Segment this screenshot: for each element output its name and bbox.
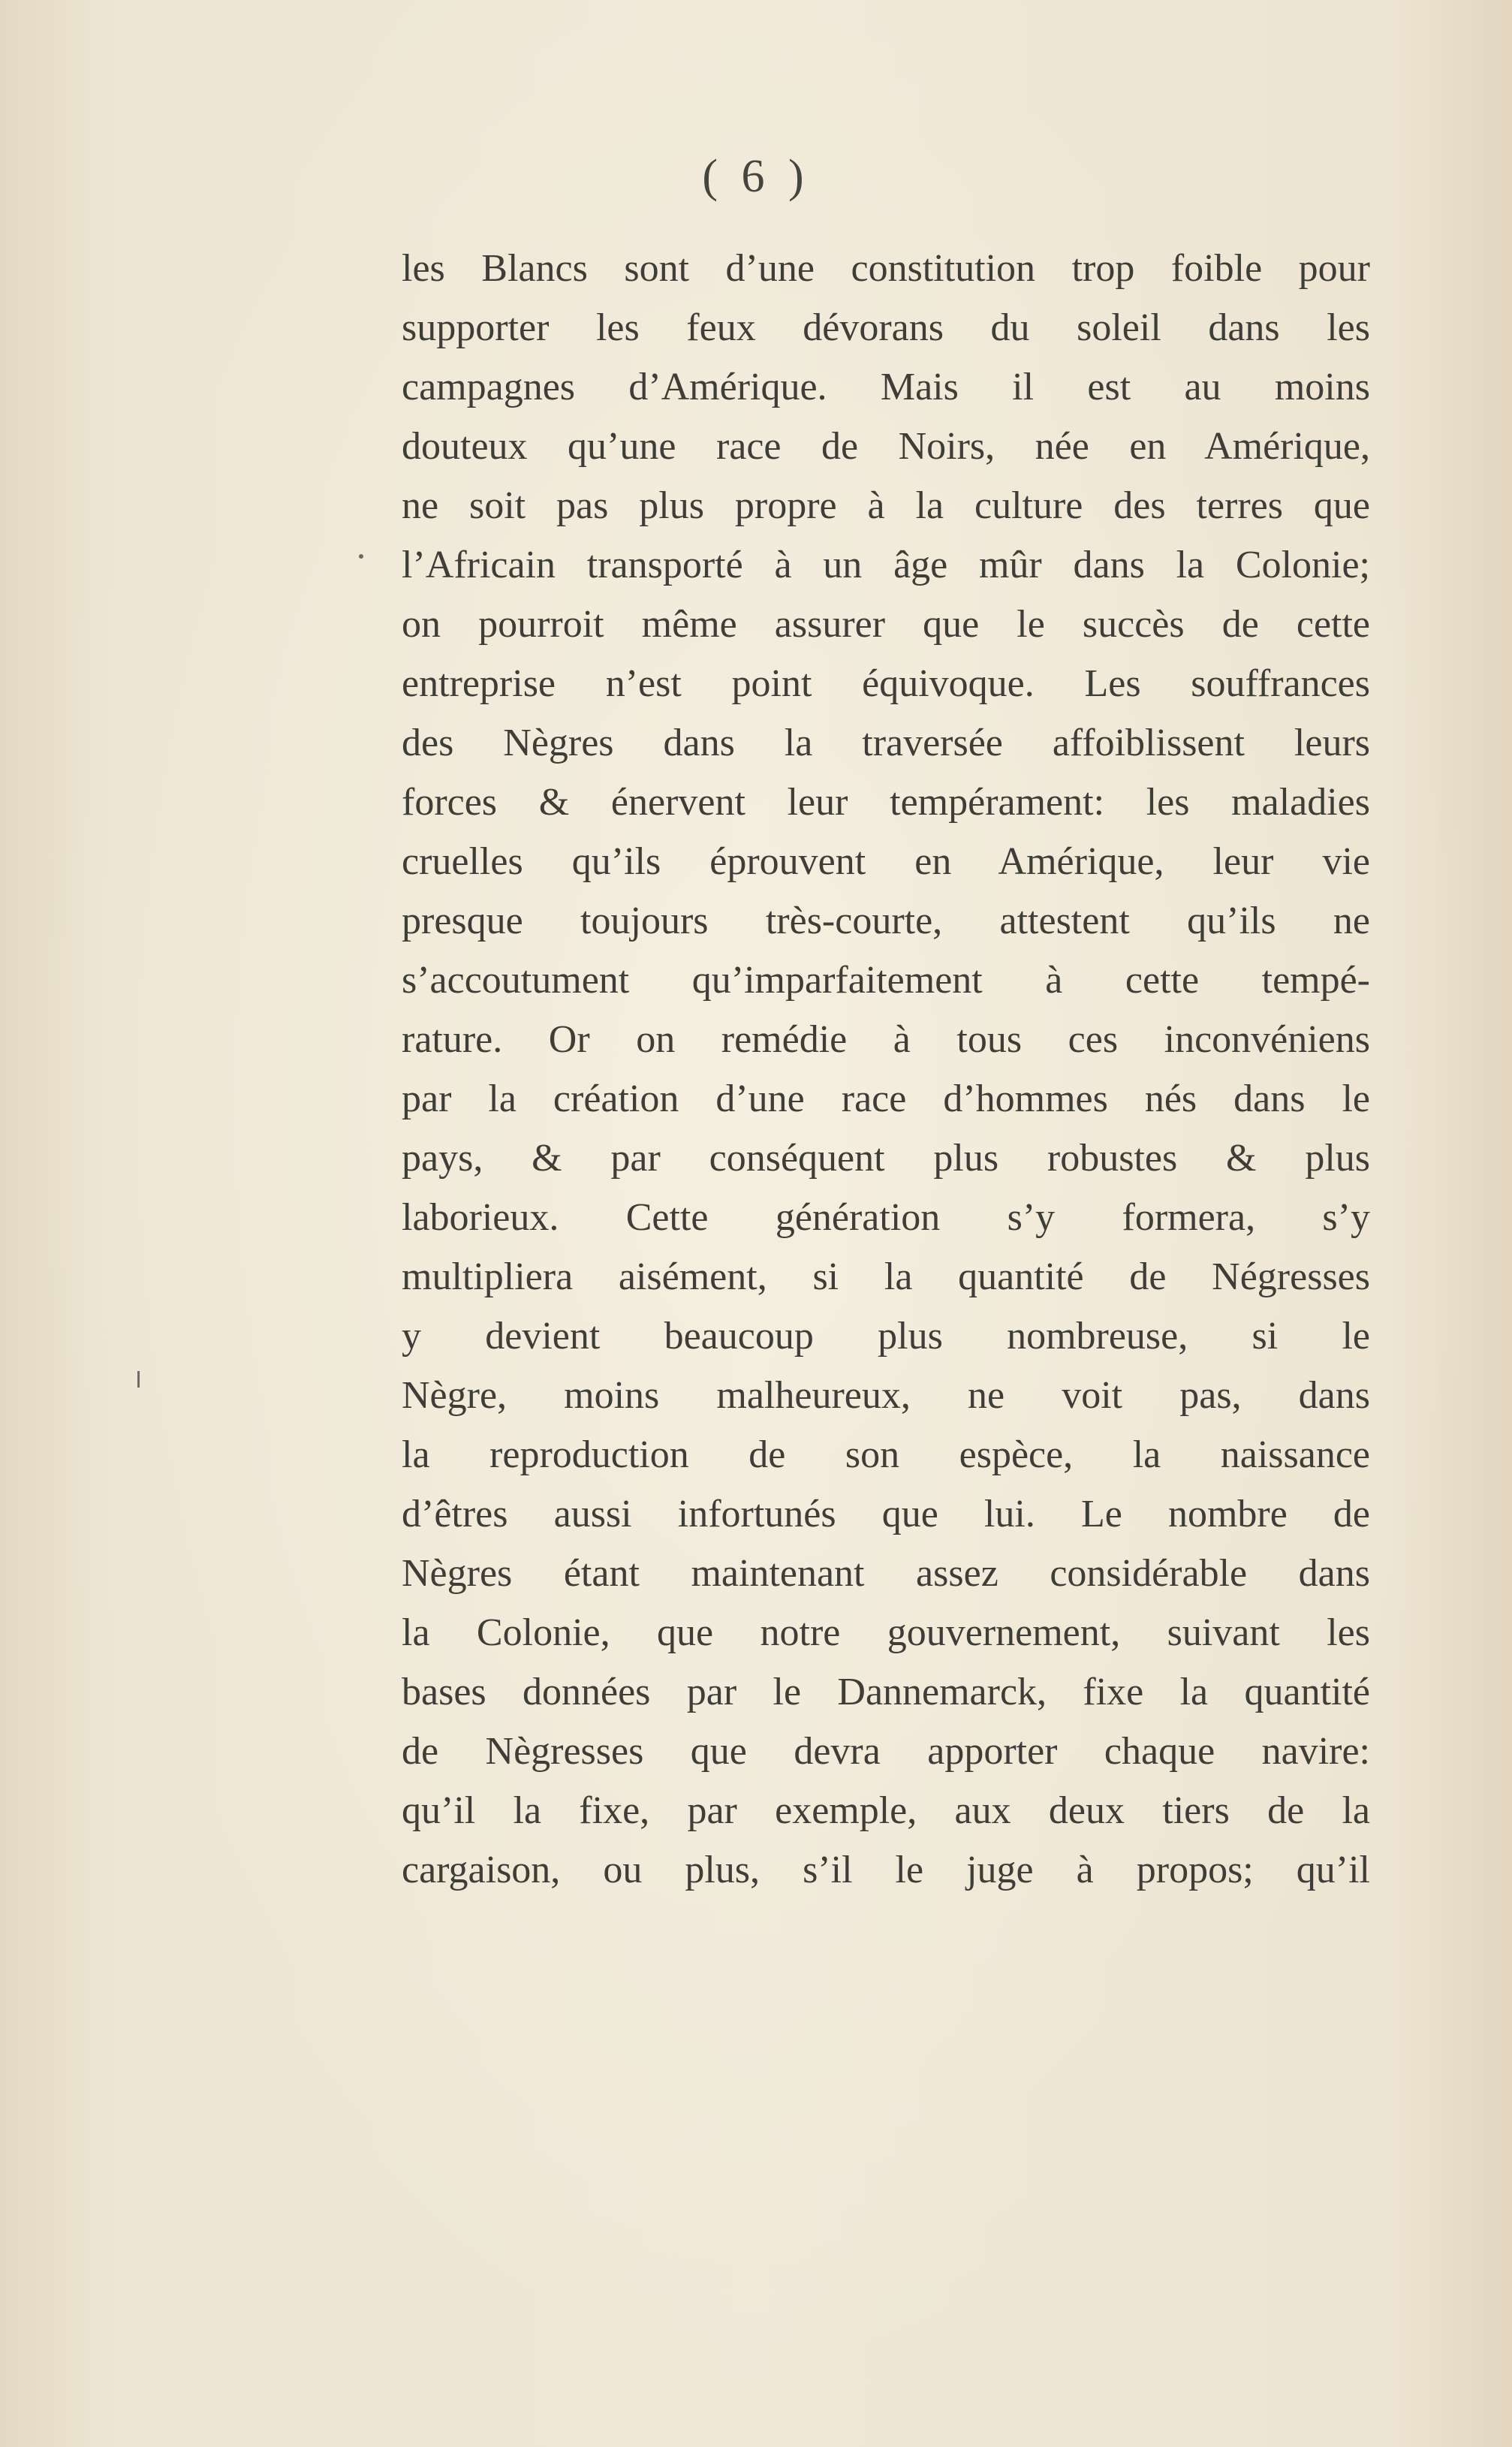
text-line: d’êtres aussi infortunés que lui. Le nombre de [402, 1493, 1370, 1535]
text-line: rature. Or on remédie à tous ces inconvéniens [402, 1018, 1370, 1061]
text-line: bases données par le Dannemarck, fixe la quantité [402, 1671, 1370, 1713]
margin-dot [359, 554, 363, 559]
text-line: douteux qu’une race de Noirs, née en Amérique, [402, 425, 1370, 468]
text-line: s’accoutument qu’imparfaitement à cette tempé- [402, 959, 1370, 1002]
text-line: on pourroit même assurer que le succès de cette [402, 603, 1370, 646]
text-line: multipliera aisément, si la quantité de Négresses [402, 1255, 1370, 1298]
text-line: presque toujours très-courte, attestent qu’ils ne [402, 900, 1370, 942]
text-line: campagnes d’Amérique. Mais il est au moins [402, 366, 1370, 408]
text-line: l’Africain transporté à un âge mûr dans la Colonie; [402, 544, 1370, 586]
text-line: y devient beaucoup plus nombreuse, si le [402, 1315, 1370, 1358]
text-line: supporter les feux dévorans du soleil dans les [402, 306, 1370, 349]
text-line: forces & énervent leur tempérament: les maladies [402, 781, 1370, 824]
text-line: ne soit pas plus propre à la culture des terres que [402, 484, 1370, 527]
text-line: de Nègresses que devra apporter chaque navire: [402, 1730, 1370, 1773]
margin-mark [137, 1371, 140, 1388]
page-number: ( 6 ) [702, 151, 810, 202]
text-line: Nègres étant maintenant assez considérable dans [402, 1552, 1370, 1595]
text-line: cargaison, ou plus, s’il le juge à propos; qu’il [402, 1849, 1370, 1891]
text-line: cruelles qu’ils éprouvent en Amérique, leur vie [402, 840, 1370, 883]
text-line: des Nègres dans la traversée affoiblissent leurs [402, 722, 1370, 764]
text-line: la Colonie, que notre gouvernement, suivant les [402, 1611, 1370, 1654]
text-line: Nègre, moins malheureux, ne voit pas, dans [402, 1374, 1370, 1417]
text-line: les Blancs sont d’une constitution trop foible pour [402, 247, 1370, 290]
text-line: par la création d’une race d’hommes nés dans le [402, 1077, 1370, 1120]
text-line: la reproduction de son espèce, la naissance [402, 1433, 1370, 1476]
body-text [402, 239, 1370, 1900]
text-line: laborieux. Cette génération s’y formera, s’y [402, 1196, 1370, 1239]
text-line: pays, & par conséquent plus robustes & plus [402, 1137, 1370, 1180]
text-line: qu’il la fixe, par exemple, aux deux tiers de la [402, 1789, 1370, 1832]
text-line: entreprise n’est point équivoque. Les souffrances [402, 662, 1370, 705]
